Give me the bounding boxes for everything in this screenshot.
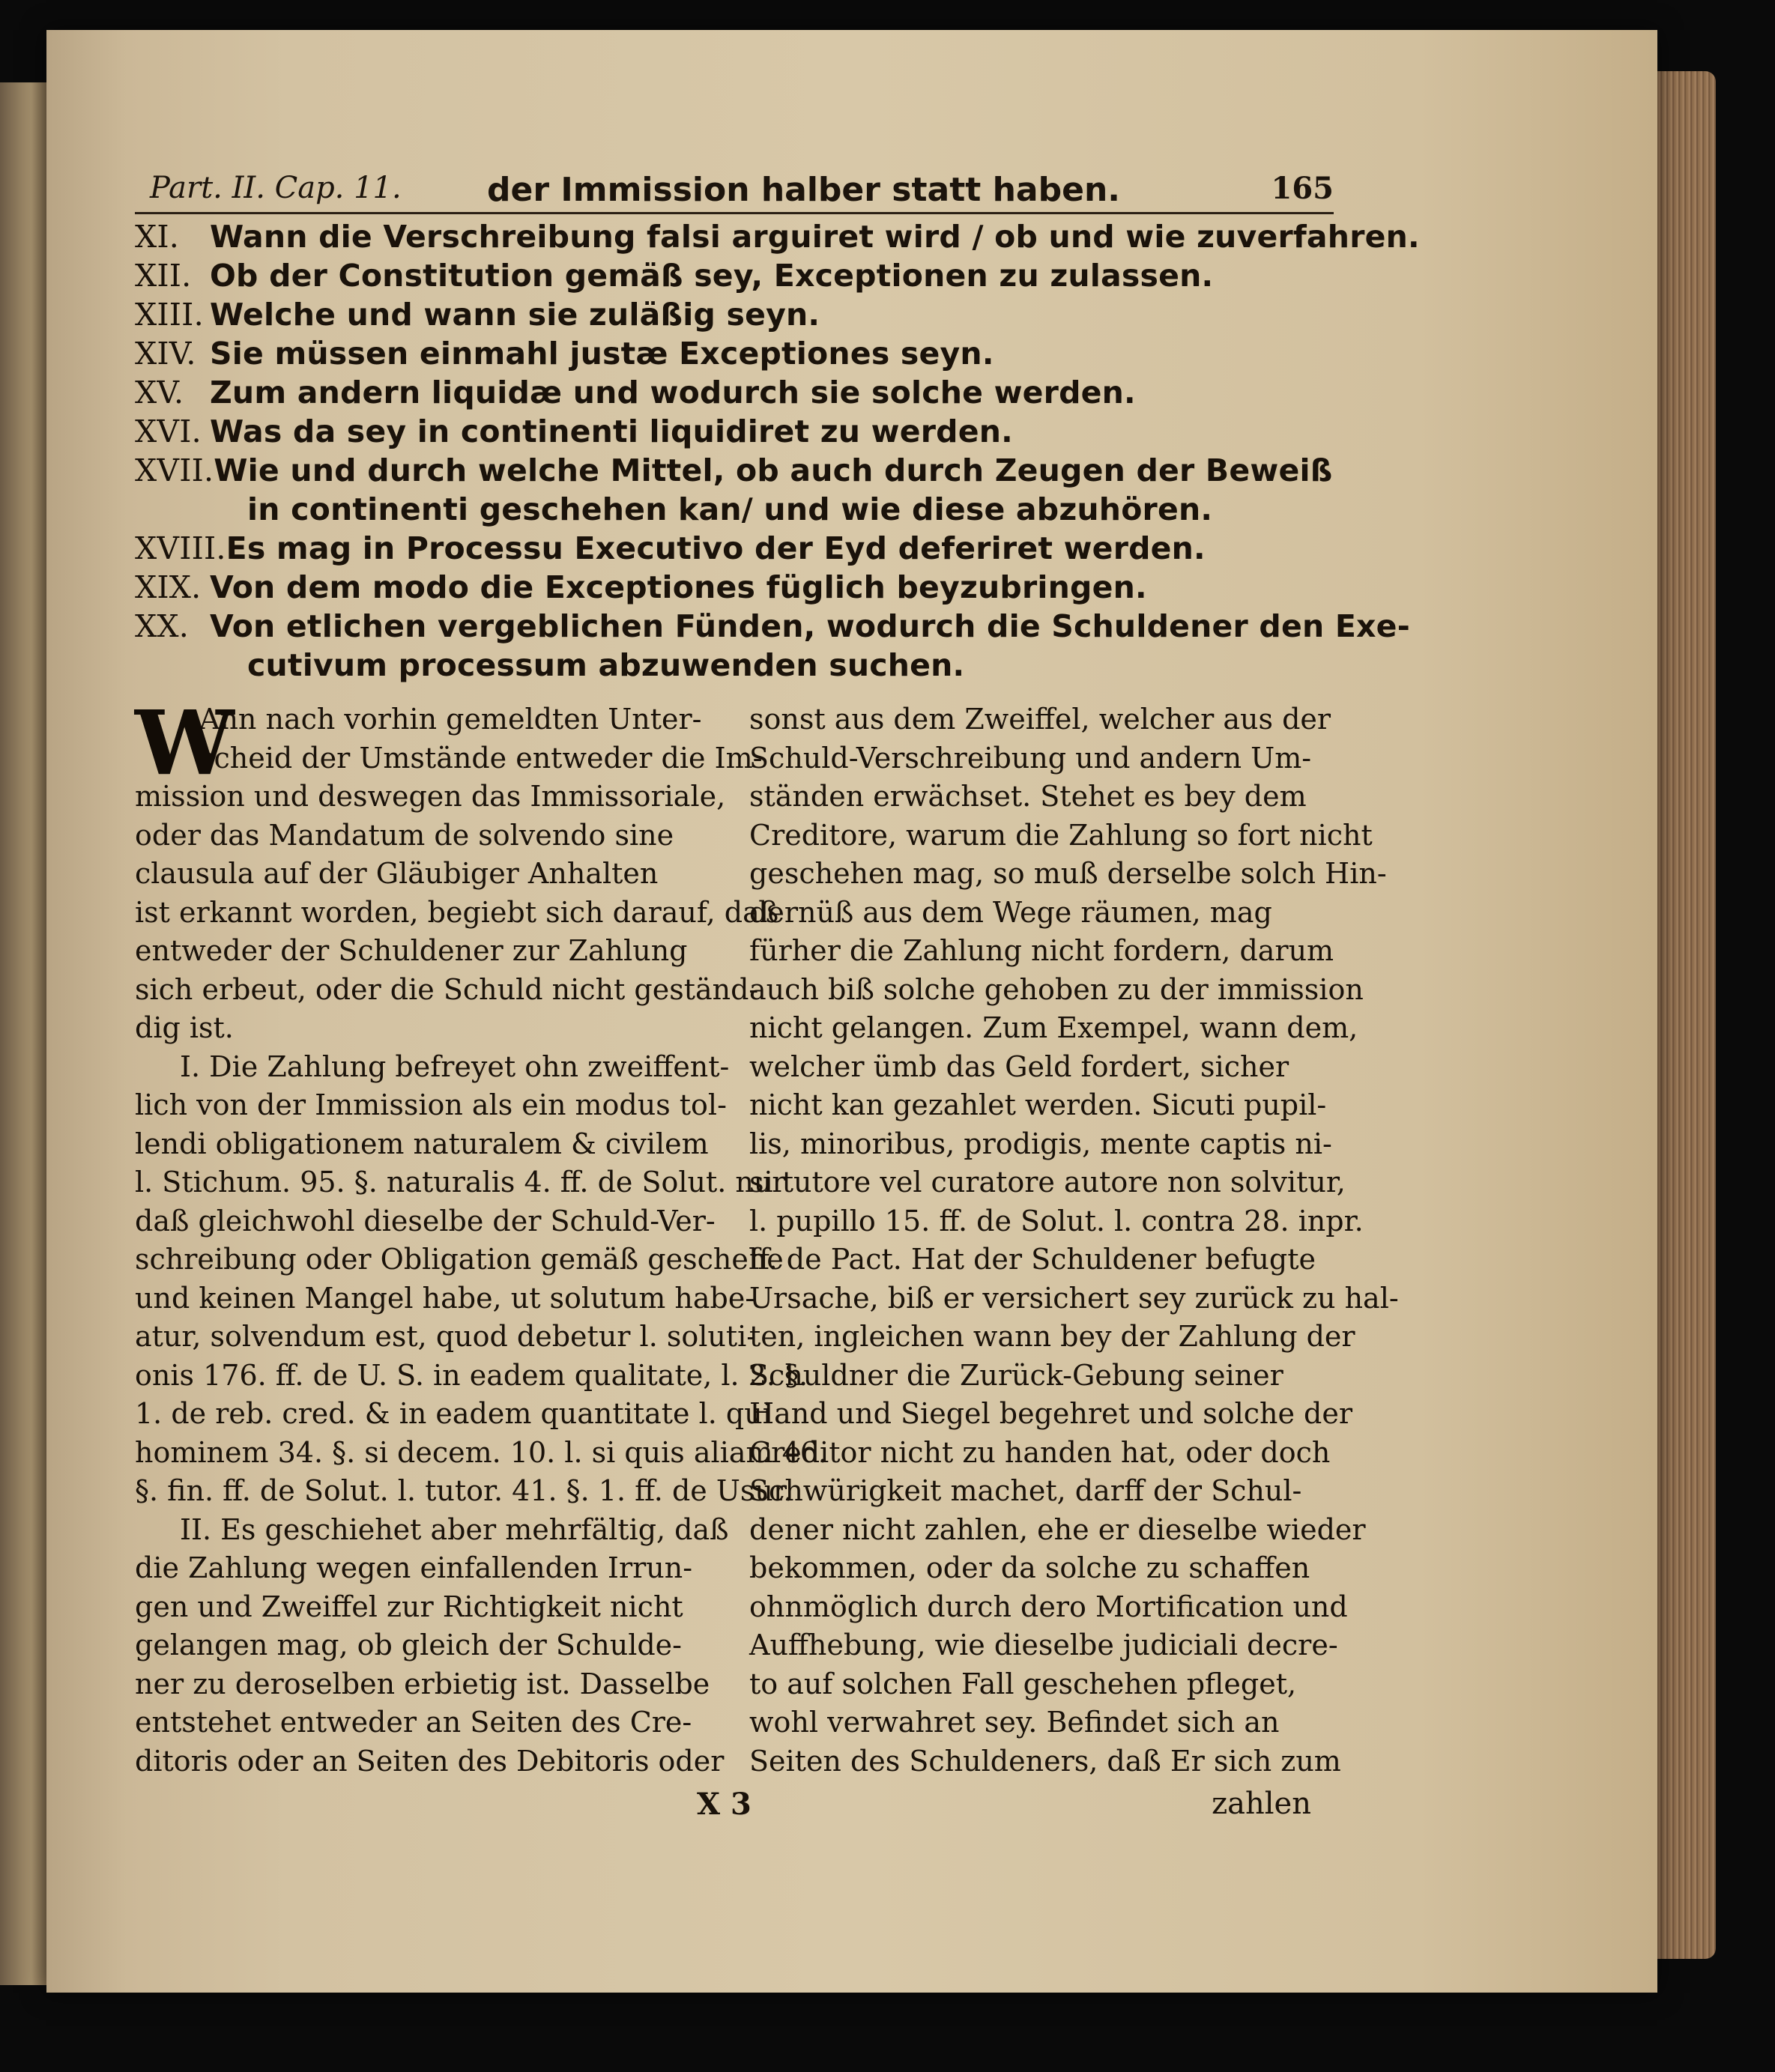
text-line: ohnmöglich durch dero Mortification und (749, 1590, 1348, 1623)
text-line: atur, solvendum est, quod debetur l. soluti- (135, 1320, 757, 1353)
text-line: nicht kan gezahlet werden. Sicuti pupil- (749, 1088, 1327, 1121)
text-line: Auffhebung, wie dieselbe judiciali decre- (749, 1629, 1338, 1661)
text-line: mission und deswegen das Immissoriale, (135, 780, 726, 813)
chapter-summary-list (135, 217, 1420, 685)
text-line: gen und Zweiffel zur Richtigkeit nicht (135, 1590, 683, 1623)
text-line: Hand und Siegel begehret und solche der (749, 1397, 1353, 1430)
summary-item-text: Zum andern liquidæ und wodurch sie solche werden. (210, 375, 1136, 411)
summary-item (135, 529, 1334, 568)
left-text-column (135, 691, 828, 1781)
text-line: scheid der Umstände entweder die Im- (199, 741, 763, 775)
text-line: und keinen Mangel habe, ut solutum habe- (135, 1281, 755, 1315)
summary-item (135, 256, 1334, 295)
summary-item (135, 373, 1334, 412)
text-line: oder das Mandatum de solvendo sine (135, 818, 674, 852)
text-line: Schuld-Verschreibung und andern Um- (749, 741, 1312, 775)
text-line: Schuldner die Zurück-Gebung seiner (749, 1358, 1283, 1392)
text-line: lich von der Immission als ein modus tol- (135, 1088, 727, 1121)
summary-item-number: XV. (135, 375, 184, 411)
header-part-chapter: Part. II. Cap. 11. (150, 171, 402, 205)
right-text-column (749, 700, 1399, 1781)
text-line: l. Stichum. 95. §. naturalis 4. ff. de Solut. nur (135, 1166, 786, 1199)
summary-item-text: cutivum processum abzuwenden suchen. (247, 647, 965, 683)
text-line: to auf solchen Fall geschehen pfleget, (749, 1667, 1297, 1700)
signature-mark: X 3 (697, 1787, 752, 1822)
summary-item (135, 412, 1334, 451)
text-line: lis, minoribus, prodigis, mente captis ni- (749, 1127, 1332, 1160)
facing-page-edge (0, 82, 52, 1985)
summary-item (135, 334, 1334, 373)
page-footer (135, 1787, 1334, 1832)
text-line: lendi obligationem naturalem & civilem (135, 1127, 709, 1160)
summary-item-text: Ob der Constitution gemäß sey, Exceptionen zu zulassen. (210, 258, 1214, 294)
text-line: die Zahlung wegen einfallenden Irrun- (135, 1551, 693, 1584)
text-line: geschehen mag, so muß derselbe solch Hin- (749, 857, 1387, 890)
text-line: welcher ümb das Geld fordert, sicher (749, 1049, 1289, 1083)
summary-item (135, 295, 1334, 334)
summary-item (135, 490, 1334, 529)
text-line: fürher die Zahlung nicht fordern, darum (749, 934, 1334, 967)
summary-item-text: Welche und wann sie zuläßig seyn. (210, 297, 820, 333)
header-title: der Immission halber statt haben. (487, 171, 1120, 209)
text-line: clausula auf der Gläubiger Anhalten (135, 857, 659, 890)
summary-item-text: Was da sey in continenti liquidiret zu werden. (210, 414, 1013, 449)
text-line: dernüß aus dem Wege räumen, mag (749, 895, 1272, 929)
catchword: zahlen (1212, 1787, 1311, 1821)
text-line: II. Es geschiehet aber mehrfältig, daß (180, 1512, 729, 1546)
text-line: ditoris oder an Seiten des Debitoris oder (135, 1744, 725, 1778)
text-line: Schwürigkeit machet, darff der Schul- (749, 1474, 1302, 1507)
text-line: sich erbeut, oder die Schuld nicht geständ- (135, 972, 759, 1006)
running-head (150, 171, 1334, 213)
text-line: schreibung oder Obligation gemäß geschehe (135, 1243, 784, 1276)
text-line: nicht gelangen. Zum Exempel, wann dem, (749, 1011, 1358, 1044)
summary-item-text: Sie müssen einmahl justæ Exceptiones seyn. (210, 336, 994, 372)
text-line: si tutore vel curatore autore non solvitur, (749, 1166, 1346, 1199)
summary-item-text: Wie und durch welche Mittel, ob auch durch Zeugen der Beweiß (214, 452, 1333, 488)
summary-item-number: XII. (135, 258, 192, 294)
text-line: ten, ingleichen wann bey der Zahlung der (749, 1320, 1355, 1353)
summary-item-number: XIV. (135, 336, 196, 372)
text-line: hominem 34. §. si decem. 10. l. si quis aliam 46. (135, 1435, 828, 1469)
summary-item-text: Von etlichen vergeblichen Fünden, wodurch die Schuldener den Exe- (210, 608, 1410, 644)
summary-item-number: XVII. (135, 452, 214, 488)
summary-item-number: XVIII. (135, 530, 226, 566)
text-line: dener nicht zahlen, ehe er dieselbe wieder (749, 1512, 1366, 1546)
summary-item-number: XVI. (135, 414, 202, 449)
text-line: Creditor nicht zu handen hat, oder doch (749, 1435, 1331, 1469)
summary-item (135, 646, 1334, 685)
text-line: daß gleichwohl dieselbe der Schuld-Ver- (135, 1204, 716, 1238)
text-line: Ursache, biß er versichert sey zurück zu hal- (749, 1281, 1399, 1315)
text-line: bekommen, oder da solche zu schaffen (749, 1551, 1310, 1584)
summary-item-text: Wann die Verschreibung falsi arguiret wird / ob und wie zuverfahren. (210, 219, 1420, 255)
header-rule (135, 212, 1334, 214)
text-line: ist erkannt worden, begiebt sich darauf, daß (135, 895, 779, 929)
summary-item (135, 217, 1420, 256)
text-line: wohl verwahret sey. Befindet sich an (749, 1706, 1280, 1739)
text-line: §. fin. ff. de Solut. l. tutor. 41. §. 1. ff. de Usur. (135, 1474, 793, 1507)
text-line: ner zu deroselben erbietig ist. Dasselbe (135, 1667, 710, 1700)
text-line: I. Die Zahlung befreyet ohn zweiffent- (180, 1049, 730, 1083)
text-line: gelangen mag, ob gleich der Schulde- (135, 1629, 682, 1661)
summary-item-number: XX. (135, 608, 190, 644)
text-line: Creditore, warum die Zahlung so fort nicht (749, 818, 1373, 852)
text-line: ff. de Pact. Hat der Schuldener befugte (749, 1243, 1316, 1276)
summary-item-text: Von dem modo die Exceptiones füglich beyzubringen. (210, 569, 1147, 605)
summary-item (135, 568, 1334, 607)
text-line: sonst aus dem Zweiffel, welcher aus der (749, 703, 1331, 736)
summary-item-text: Es mag in Processu Executivo der Eyd deferiret werden. (226, 530, 1206, 566)
text-line: ständen erwächset. Stehet es bey dem (749, 780, 1307, 813)
text-line: dig ist. (135, 1011, 234, 1044)
summary-item-number: XIII. (135, 297, 204, 333)
text-line: auch biß solche gehoben zu der immission (749, 972, 1364, 1006)
summary-item-text: in continenti geschehen kan/ und wie diese abzuhören. (247, 491, 1213, 527)
text-line: entweder der Schuldener zur Zahlung (135, 934, 688, 967)
summary-item-number: XI. (135, 219, 180, 255)
summary-item (135, 451, 1334, 490)
page-number: 165 (1271, 171, 1334, 206)
summary-item (135, 607, 1410, 646)
text-line: l. pupillo 15. ff. de Solut. l. contra 28. inpr. (749, 1204, 1364, 1238)
text-line: Seiten des Schuldeners, daß Er sich zum (749, 1744, 1341, 1778)
drop-capital: W (135, 691, 235, 795)
text-line: Ann nach vorhin gemeldten Unter- (199, 703, 702, 736)
summary-item-number: XIX. (135, 569, 202, 605)
text-line: onis 176. ff. de U. S. in eadem qualitate, l. 2. §. (135, 1358, 808, 1392)
text-line: 1. de reb. cred. & in eadem quantitate l. qui (135, 1397, 772, 1430)
text-line: entstehet entweder an Seiten des Cre- (135, 1706, 692, 1739)
